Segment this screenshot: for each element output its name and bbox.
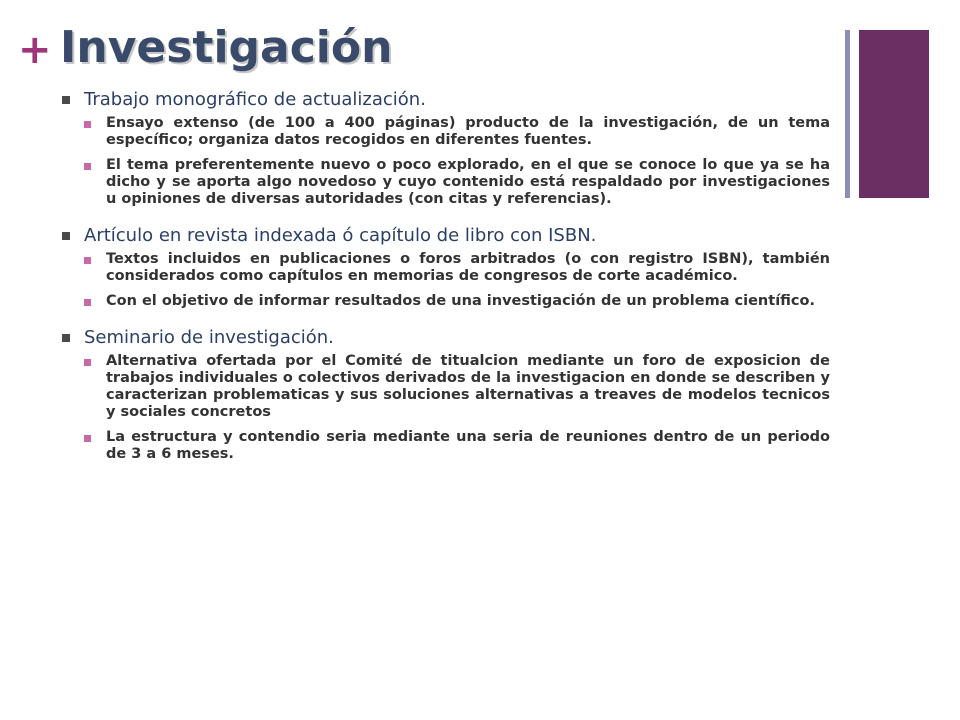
square-bullet-icon: [62, 96, 70, 104]
list-item-text: Con el objetivo de informar resultados de una investigación de un problema científico.: [106, 293, 815, 309]
square-bullet-icon: [84, 299, 91, 306]
square-bullet-icon: [84, 359, 91, 366]
square-bullet-icon: [62, 232, 70, 240]
list-item: [84, 293, 830, 310]
section-articulo: [62, 224, 830, 310]
list-item-text: Alternativa ofertada por el Comité de titualcion mediante un foro de exposicion de trabajos individuales o colectivos derivados de la investigacion en donde se describen y caracterizan problematicas y sus soluciones alternativas a treaves de modelos tecnicos y sociales concretos: [106, 353, 830, 420]
decorative-thin-bar: [845, 30, 850, 198]
section-monografico: [62, 88, 830, 208]
list-item: [84, 353, 830, 421]
list-item: [84, 251, 830, 285]
section-heading: [62, 88, 830, 111]
square-bullet-icon: [62, 334, 70, 342]
slide-content: [62, 88, 830, 479]
list-item-text: El tema preferentemente nuevo o poco explorado, en el que se conoce lo que ya se ha dicho y se aporta algo novedoso y cuyo contenido está respaldado por investigaciones u opiniones de diversas autoridades (con citas y referencias).: [106, 157, 830, 207]
square-bullet-icon: [84, 121, 91, 128]
decorative-thick-bar: [859, 30, 929, 198]
list-item: [84, 157, 830, 208]
section-heading: [62, 326, 830, 349]
section-seminario: [62, 326, 830, 463]
list-item-text: Ensayo extenso (de 100 a 400 páginas) producto de la investigación, de un tema específico; organiza datos recogidos en diferentes fuentes.: [106, 115, 830, 148]
section-heading-text: Artículo en revista indexada ó capítulo de libro con ISBN.: [84, 225, 597, 246]
plus-icon: +: [18, 27, 52, 73]
list-item: [84, 115, 830, 149]
section-heading-text: Trabajo monográfico de actualización.: [84, 89, 426, 110]
section-heading-text: Seminario de investigación.: [84, 327, 334, 348]
slide-title: Investigación: [60, 22, 393, 73]
list-item: [84, 429, 830, 463]
section-heading: [62, 224, 830, 247]
square-bullet-icon: [84, 257, 91, 264]
square-bullet-icon: [84, 435, 91, 442]
list-item-text: La estructura y contendio seria mediante una seria de reuniones dentro de un periodo de 3 a 6 meses.: [106, 429, 830, 462]
square-bullet-icon: [84, 163, 91, 170]
list-item-text: Textos incluidos en publicaciones o foros arbitrados (o con registro ISBN), también considerados como capítulos en memorias de congresos de corte académico.: [106, 251, 830, 284]
